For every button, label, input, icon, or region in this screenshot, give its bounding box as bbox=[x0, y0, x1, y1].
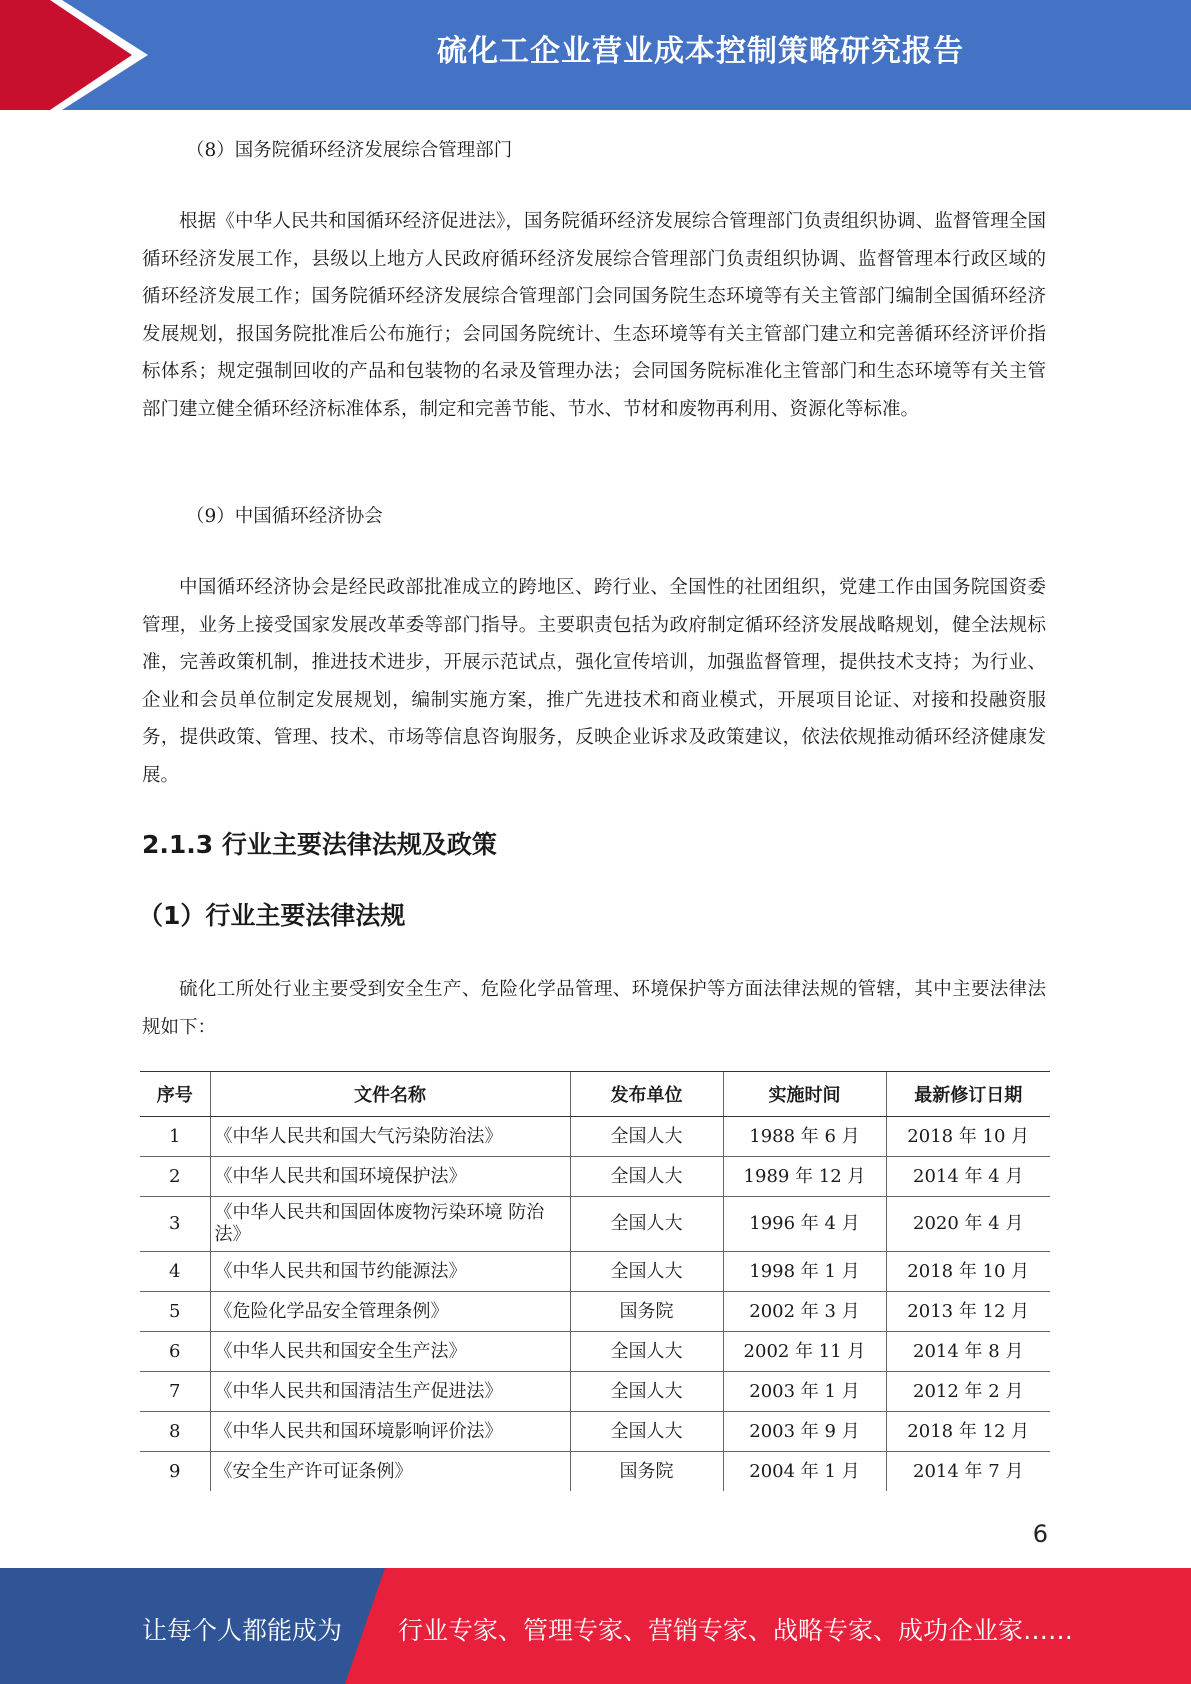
header-arrow-icon bbox=[0, 0, 160, 110]
cell-effective-date: 2003 年 9 月 bbox=[723, 1412, 886, 1452]
section-8-paragraph: 根据《中华人民共和国循环经济促进法》，国务院循环经济发展综合管理部门负责组织协调、监督管理全国循环经济发展工作，县级以上地方人民政府循环经济发展综合管理部门负责组织协调、监督管理本行政区域的循环经济发展工作；国务院循环经济发展综合管理部门会同国务院生态环境等有关主管部门编制全国循环经济发展规划，报国务院批准后公布施行；会同国务院统计、生态环境等有关主管部门建立和完善循环经济评价指标体系；规定强制回收的产品和包装物的名录及管理办法；会同国务院标准化主管部门和生态环境等有关主管部门建立健全循环经济标准体系，制定和完善节能、节水、节材和废物再利用、资源化等标准。 bbox=[142, 211, 1046, 420]
cell-name: 《安全生产许可证条例》 bbox=[210, 1452, 570, 1492]
table-row bbox=[140, 1372, 1050, 1412]
cell-issuer: 国务院 bbox=[570, 1452, 723, 1492]
cell-revision-date: 2018 年 10 月 bbox=[886, 1117, 1050, 1157]
header-name: 文件名称 bbox=[210, 1072, 570, 1117]
cell-index: 8 bbox=[140, 1412, 210, 1452]
footer-slogan-left: 让每个人都能成为 bbox=[142, 1616, 343, 1645]
section-8-heading: （8）国务院循环经济发展综合管理部门 bbox=[186, 140, 513, 161]
cell-index: 9 bbox=[169, 1460, 181, 1482]
cell-index: 7 bbox=[140, 1372, 210, 1412]
table-row bbox=[140, 1332, 1050, 1372]
table-row bbox=[140, 1452, 1050, 1492]
cell-index: 1 bbox=[140, 1117, 210, 1157]
table-row bbox=[140, 1292, 1050, 1332]
cell-name: 《中华人民共和国环境保护法》 bbox=[210, 1157, 570, 1197]
cell-issuer: 国务院 bbox=[570, 1292, 723, 1332]
table-row bbox=[140, 1252, 1050, 1292]
cell-effective-date: 1988 年 6 月 bbox=[723, 1117, 886, 1157]
cell-revision-date: 2014 年 7 月 bbox=[886, 1452, 1050, 1492]
cell-issuer: 全国人大 bbox=[570, 1252, 723, 1292]
page-number: 6 bbox=[1032, 1520, 1048, 1548]
table-row bbox=[140, 1412, 1050, 1452]
section-9-heading: （9）中国循环经济协会 bbox=[186, 506, 383, 527]
cell-revision-date: 2014 年 8 月 bbox=[886, 1332, 1050, 1372]
cell-index: 4 bbox=[140, 1252, 210, 1292]
laws-subheading: （1）行业主要法律法规 bbox=[138, 901, 406, 930]
cell-issuer: 全国人大 bbox=[570, 1412, 723, 1452]
cell-name: 《中华人民共和国清洁生产促进法》 bbox=[210, 1372, 570, 1412]
header-issuer: 发布单位 bbox=[570, 1072, 723, 1117]
laws-intro: 硫化工所处行业主要受到安全生产、危险化学品管理、环境保护等方面法律法规的管辖，其中主要法律法规如下： bbox=[142, 979, 1046, 1038]
section-9-paragraph: 中国循环经济协会是经民政部批准成立的跨地区、跨行业、全国性的社团组织，党建工作由国务院国资委管理，业务上接受国家发展改革委等部门指导。主要职责包括为政府制定循环经济发展战略规划，健全法规标准，完善政策机制，推进技术进步，开展示范试点，强化宣传培训，加强监督管理，提供技术支持；为行业、企业和会员单位制定发展规划，编制实施方案，推广先进技术和商业模式，开展项目论证、对接和投融资服务，提供政策、管理、技术、市场等信息咨询服务，反映企业诉求及政策建议，依法依规推动循环经济健康发展。 bbox=[142, 577, 1046, 786]
cell-name: 《中华人民共和国安全生产法》 bbox=[210, 1332, 570, 1372]
cell-name: 《危险化学品安全管理条例》 bbox=[210, 1292, 570, 1332]
cell-revision-date: 2020 年 4 月 bbox=[886, 1197, 1050, 1252]
cell-revision-date: 2013 年 12 月 bbox=[886, 1292, 1050, 1332]
cell-revision-date: 2012 年 2 月 bbox=[886, 1372, 1050, 1412]
laws-table bbox=[140, 1071, 1050, 1491]
page-header bbox=[0, 0, 1191, 110]
cell-effective-date: 2002 年 11 月 bbox=[723, 1332, 886, 1372]
cell-effective-date: 1996 年 4 月 bbox=[723, 1197, 886, 1252]
cell-effective-date: 2003 年 1 月 bbox=[723, 1372, 886, 1412]
cell-issuer: 全国人大 bbox=[570, 1157, 723, 1197]
cell-name: 《中华人民共和国节约能源法》 bbox=[210, 1252, 570, 1292]
header-effective-date: 实施时间 bbox=[723, 1072, 886, 1117]
cell-issuer: 全国人大 bbox=[570, 1372, 723, 1412]
table-row bbox=[140, 1157, 1050, 1197]
cell-index: 5 bbox=[140, 1292, 210, 1332]
cell-name: 《中华人民共和国大气污染防治法》 bbox=[210, 1117, 570, 1157]
cell-issuer: 全国人大 bbox=[570, 1117, 723, 1157]
cell-index: 3 bbox=[140, 1197, 210, 1252]
cell-name: 《中华人民共和国环境影响评价法》 bbox=[210, 1412, 570, 1452]
cell-issuer: 全国人大 bbox=[570, 1197, 723, 1252]
cell-effective-date: 2004 年 1 月 bbox=[723, 1452, 886, 1492]
cell-index: 6 bbox=[140, 1332, 210, 1372]
cell-name: 《中华人民共和国固体废物污染环境 防治法》 bbox=[210, 1197, 570, 1252]
cell-revision-date: 2018 年 12 月 bbox=[886, 1412, 1050, 1452]
cell-index: 2 bbox=[140, 1157, 210, 1197]
header-index: 序号 bbox=[140, 1072, 210, 1117]
table-row bbox=[140, 1197, 1050, 1252]
report-title: 硫化工企业营业成本控制策略研究报告 bbox=[437, 34, 964, 69]
table-header-row bbox=[140, 1072, 1050, 1117]
header-revision-date: 最新修订日期 bbox=[886, 1072, 1050, 1117]
table-row bbox=[140, 1117, 1050, 1157]
cell-issuer: 全国人大 bbox=[570, 1332, 723, 1372]
cell-revision-date: 2014 年 4 月 bbox=[886, 1157, 1050, 1197]
cell-effective-date: 1989 年 12 月 bbox=[723, 1157, 886, 1197]
cell-effective-date: 1998 年 1 月 bbox=[723, 1252, 886, 1292]
page-footer bbox=[0, 1568, 1191, 1684]
footer-slogan-right: 行业专家、管理专家、营销专家、战略专家、成功企业家…… bbox=[398, 1616, 1074, 1645]
cell-effective-date: 2002 年 3 月 bbox=[723, 1292, 886, 1332]
cell-revision-date: 2018 年 10 月 bbox=[886, 1252, 1050, 1292]
section-2-1-3-heading: 2.1.3 行业主要法律法规及政策 bbox=[142, 830, 497, 859]
